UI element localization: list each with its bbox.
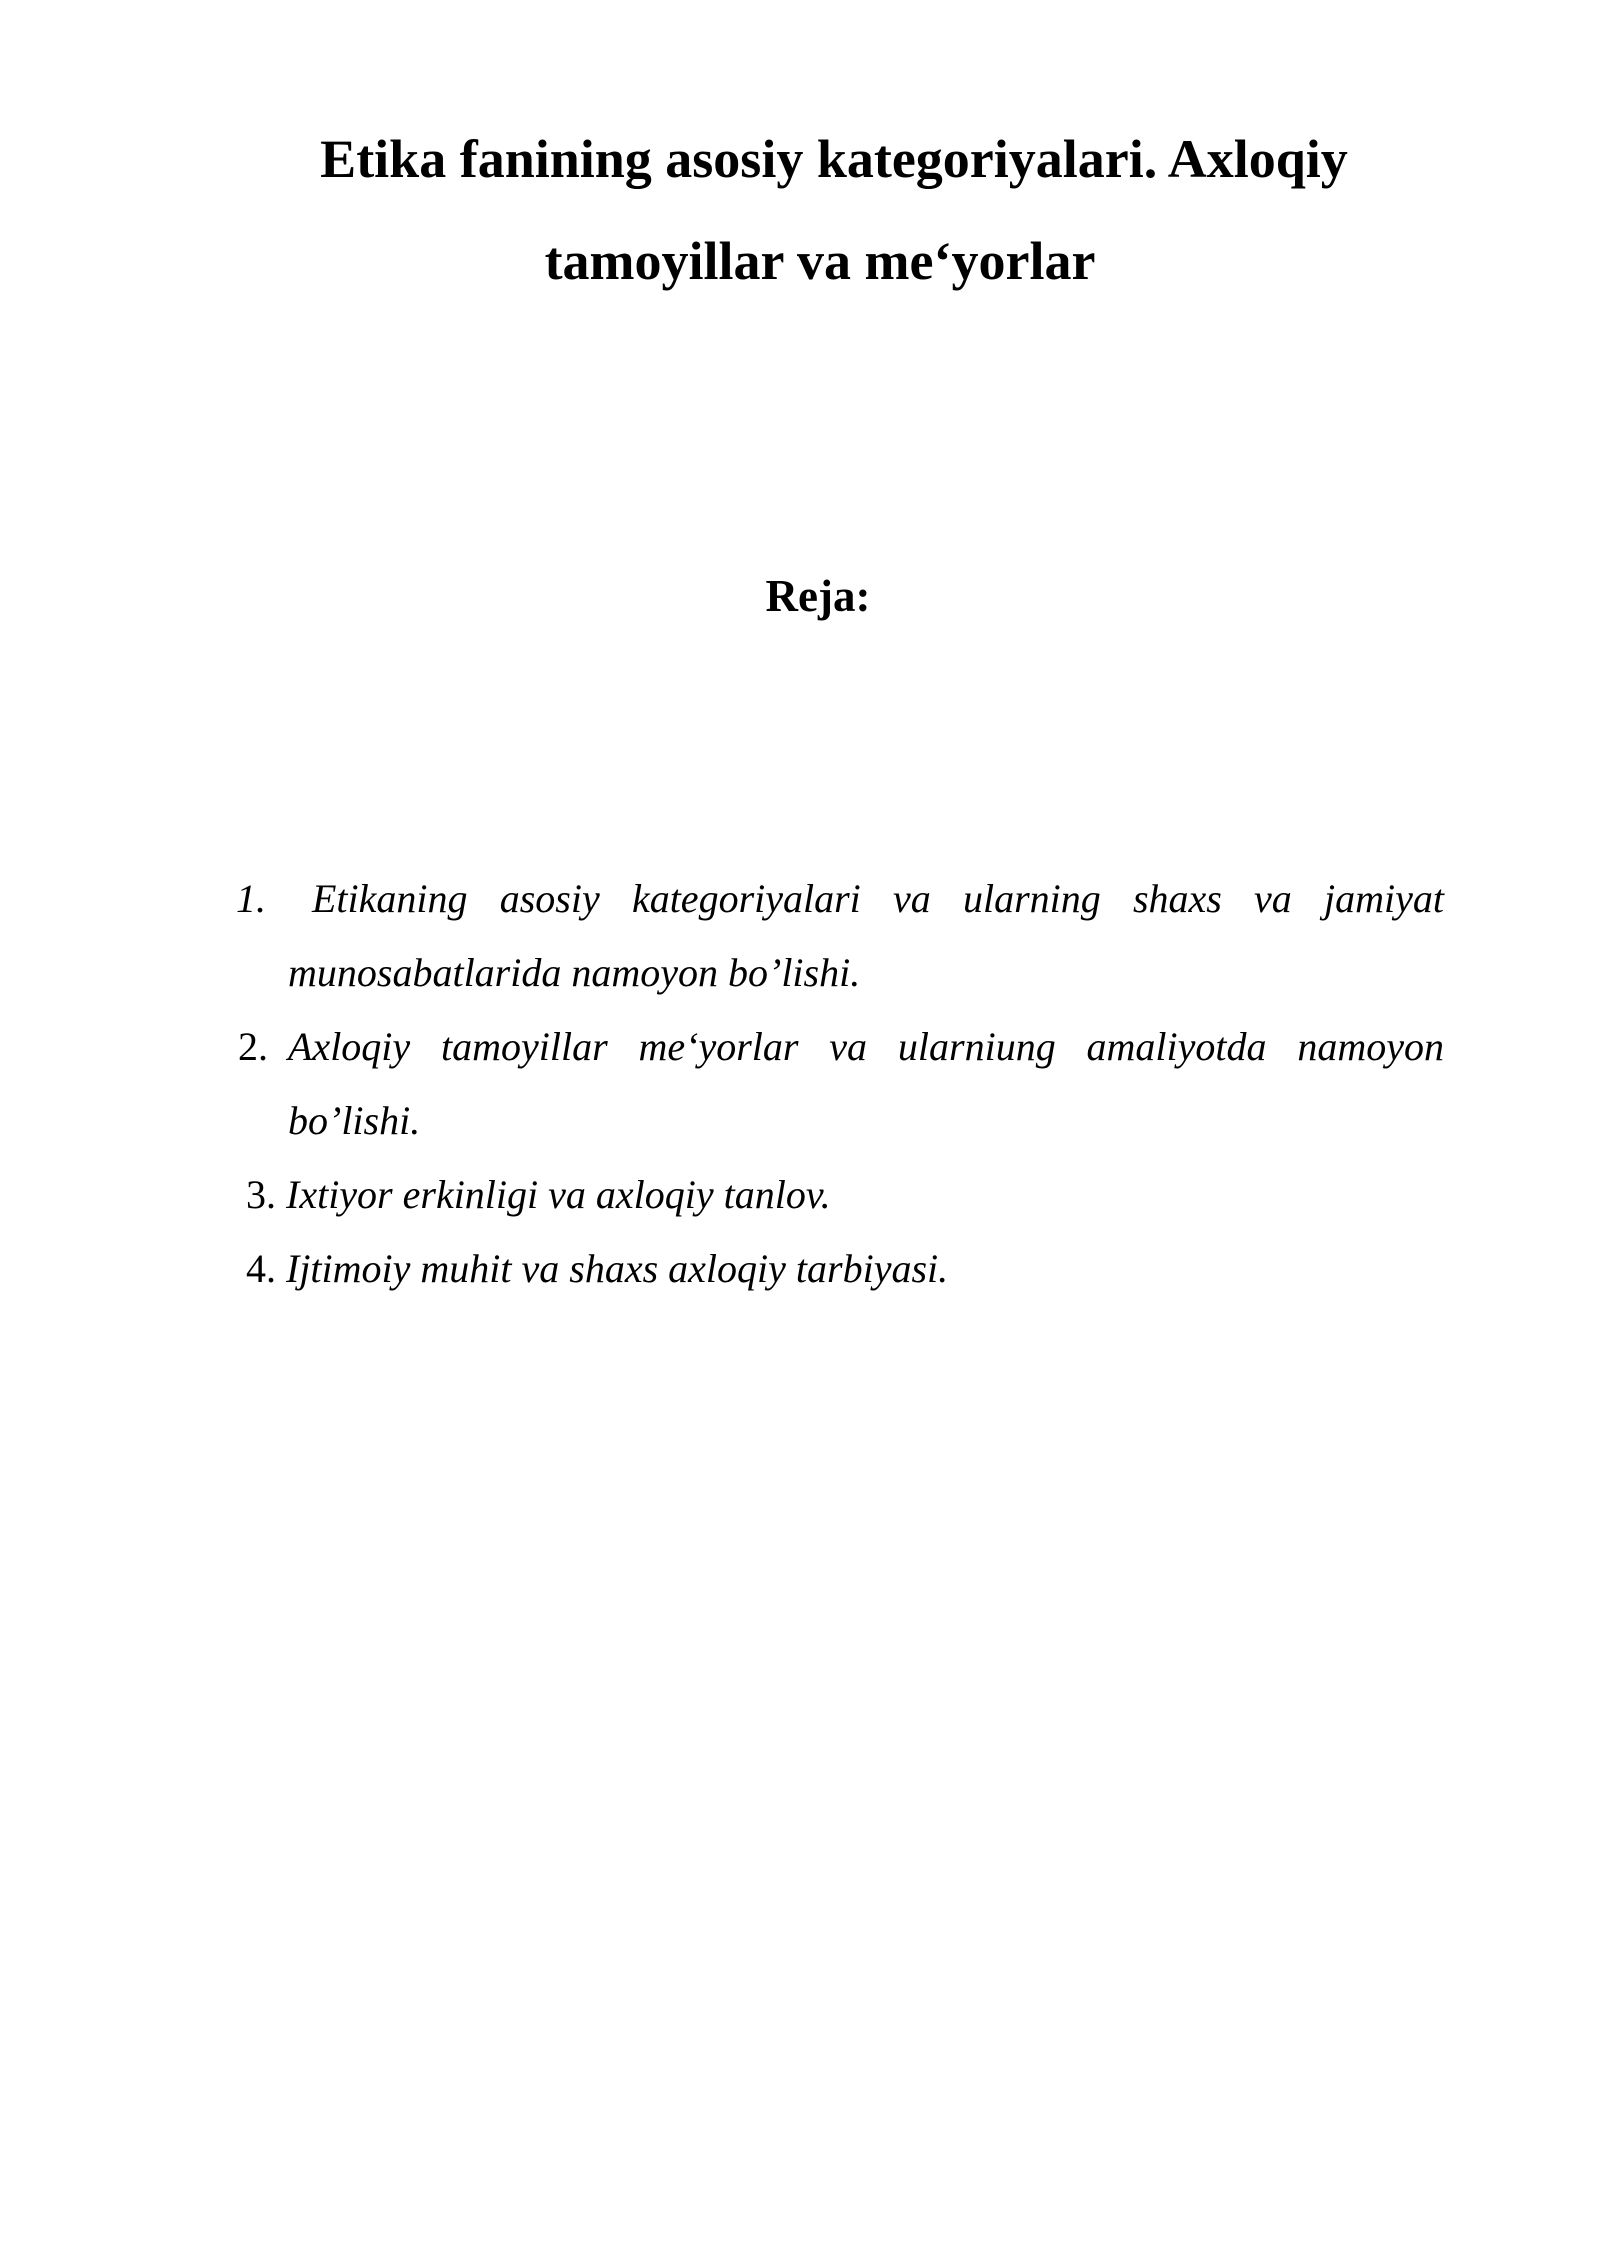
document-title-line-2: tamoyillar va me‘yorlar bbox=[544, 231, 1096, 291]
plan-list bbox=[0, 862, 1600, 1306]
plan-item-3 bbox=[0, 1158, 1600, 1232]
plan-heading: Reja: bbox=[765, 571, 871, 621]
plan-item-number: 2. bbox=[238, 1024, 268, 1069]
plan-item-number: 4. bbox=[246, 1246, 276, 1291]
plan-item-number: 1. bbox=[236, 876, 266, 921]
plan-item-4 bbox=[0, 1232, 1600, 1306]
plan-item-text: Ixtiyor erkinligi va axloqiy tanlov. bbox=[286, 1172, 831, 1217]
plan-item-text: Ijtimoiy muhit va shaxs axloqiy tarbiyasi. bbox=[286, 1246, 949, 1291]
plan-item-text: Axloqiy tamoyillar me‘yorlar va ularniung amaliyotda namoyon bo’lishi. bbox=[288, 1024, 1444, 1143]
document-title bbox=[0, 108, 1600, 312]
plan-item-number: 3. bbox=[246, 1172, 276, 1217]
plan-item-1 bbox=[0, 862, 1600, 1010]
plan-item-2 bbox=[0, 1010, 1600, 1158]
document-title-line-1: Etika fanining asosiy kategoriyalari. Axloqiy bbox=[320, 129, 1348, 189]
plan-item-text: Etikaning asosiy kategoriyalari va ularning shaxs va jamiyat munosabatlarida namoyon bo’lishi. bbox=[288, 876, 1444, 995]
